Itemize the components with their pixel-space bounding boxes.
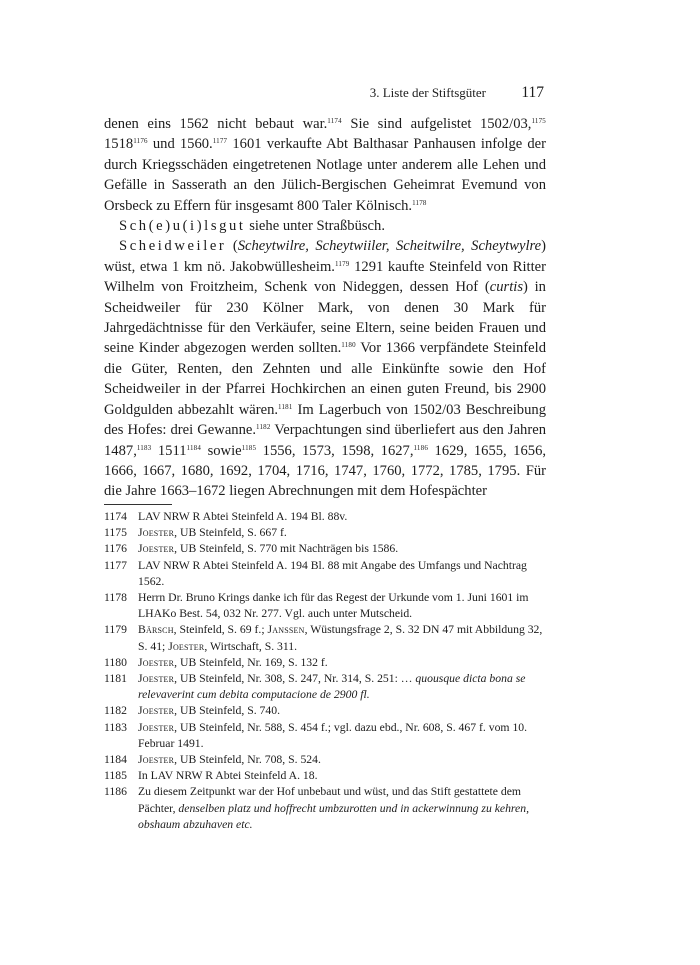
author-name: Joester: [168, 639, 205, 653]
footnote: [104, 525, 546, 541]
footnote-number: 1182: [104, 704, 127, 718]
text-run: denen eins 1562 nicht bebaut war.: [104, 116, 328, 132]
text-run: , UB Steinfeld, Nr. 169, S. 132 f.: [174, 655, 328, 669]
author-name: Joester: [138, 720, 175, 734]
text-run: 1556, 1573, 1598, 1627,: [256, 442, 414, 459]
footnote-number: 1179: [104, 623, 127, 637]
footnote-text: [138, 558, 546, 590]
footnote-text: [138, 784, 546, 833]
footnote-number: 1183: [104, 720, 127, 734]
footnote-ref: 1184: [186, 443, 202, 452]
footnote-number: 1177: [104, 558, 127, 572]
text-run: , UB Steinfeld, S. 667 f.: [174, 526, 287, 540]
entry-heading: Sch(e)u(i)lsgut: [119, 218, 246, 235]
text-run: In LAV NRW R Abtei Steinfeld A. 18.: [138, 769, 318, 783]
footnote: [104, 703, 546, 719]
text-run: , Steinfeld, S. 69 f.;: [173, 623, 268, 637]
footnote-ref: 1181: [278, 402, 293, 411]
text-run: , UB Steinfeld, Nr. 708, S. 524.: [174, 753, 321, 767]
footnote-text: [138, 509, 546, 525]
footnote-ref: 1176: [133, 137, 148, 146]
footnote-ref: 1180: [341, 341, 356, 350]
author-name: Joester: [138, 542, 175, 556]
text-run: Herrn Dr. Bruno Krings danke ich für das Regest der Urkunde vom 1. Juni 1601 im LHAKo Best. 54, 032 Nr. 277. Vgl. auch unter Mutscheid.: [138, 591, 529, 621]
author-name: Joester: [138, 655, 175, 669]
footnote-ref: 1175: [531, 117, 546, 125]
text-run: Verpachtungen sind überliefert aus den Jahren 1487,: [104, 422, 546, 459]
entry-heading: Scheidweiler: [119, 238, 227, 255]
footnote-ref: 1186: [413, 443, 429, 452]
text-run: 1291 kaufte Steinfeld von Ritter Wilhelm von Froitzheim, Schenk von Nideggen, dessen Hof (: [104, 258, 546, 296]
paragraph-sasserath: [104, 114, 546, 216]
footnote-number: 1181: [104, 672, 127, 686]
text-run: Sie sind aufgelistet 1502/03,: [341, 116, 532, 132]
italic-run: curtis: [489, 279, 524, 296]
footnote-divider: [104, 504, 172, 505]
text-run: und 1560.: [147, 136, 213, 153]
footnote: [104, 671, 546, 703]
footnote: [104, 558, 546, 590]
footnote-text: [138, 752, 546, 768]
footnote: [104, 509, 546, 525]
footnote: [104, 590, 546, 622]
footnote-number: 1184: [104, 753, 127, 767]
footnote-number: 1174: [104, 510, 127, 523]
footnote-number: 1180: [104, 655, 127, 669]
footnote: [104, 541, 546, 557]
footnote-ref: 1177: [212, 137, 228, 146]
latin-quote: quousque dicta bona se relevaverint cum debita computacione de 2900 fl.: [138, 672, 526, 702]
text-run: , Wüstungsfrage 2, S. 32 DN 47 mit Abbildung 32, S. 41;: [138, 623, 543, 653]
text-run: ) wüst, etwa 1 km nö. Jakobwüllesheim.: [104, 238, 546, 275]
body-text: [104, 114, 546, 502]
footnote: [104, 720, 546, 752]
author-name: Joester: [138, 753, 175, 767]
text-run: 1511: [151, 442, 187, 459]
footnote-ref: 1178: [412, 198, 427, 207]
footnote-number: 1176: [104, 542, 127, 556]
footnote: [104, 622, 546, 654]
footnote: [104, 784, 546, 833]
footnote-text: [138, 541, 546, 557]
footnote-number: 1185: [104, 769, 127, 783]
footnote-text: [138, 655, 546, 671]
author-name: Janssen: [267, 623, 305, 637]
text-run: LAV NRW R Abtei Steinfeld A. 194 Bl. 88 mit Angabe des Umfangs und Nachtrag 1562.: [138, 558, 527, 588]
text-run: , UB Steinfeld, Nr. 308, S. 247, Nr. 314, S. 251: …: [174, 672, 416, 686]
footnote-ref: 1183: [136, 443, 152, 452]
footnote-ref: 1174: [327, 117, 342, 125]
author-name: Joester: [138, 704, 175, 718]
footnote: [104, 768, 546, 784]
text-run: Vor 1366 verpfändete Steinfeld die Güter, Renten, den Zehnten und alle Einkünfte sowie den Hof Scheidweiler in der Pfarrei Hochkirchen an einen guten Freund, bis 2900 Goldgulden abbezahlt wären.: [104, 340, 546, 418]
text-run: ) in Scheidweiler für 230 Kölner Mark, von denen 30 Mark für Jahrgedächtnisse für den Verkäufer, seine Eltern, seine beiden Frauen und seine Kinder abgezogen werden sollten.: [104, 279, 546, 357]
footnote-text: [138, 525, 546, 541]
text-run: sowie: [201, 442, 242, 459]
text-run: , Wirtschaft, S. 311.: [204, 639, 298, 653]
text-run: 1518: [104, 136, 134, 153]
text-run: siehe unter Straßbüsch.: [245, 218, 385, 235]
text-run: , UB Steinfeld, S. 770 mit Nachträgen bis 1586.: [174, 542, 399, 556]
paragraph-scheidweiler: [104, 236, 546, 501]
text-run: Zu diesem Zeitpunkt war der Hof unbebaut und wüst, und das Stift gestattete dem Pächter,: [138, 785, 522, 815]
paragraph-scheulsgut: [104, 216, 546, 236]
text-run: LAV NRW R Abtei Steinfeld A. 194 Bl. 88v.: [138, 510, 348, 523]
running-header: [104, 85, 544, 105]
text-run: 1601 verkaufte Abt Balthasar Panhausen infolge der durch Kriegsschäden eingetretenen Notlage unter anderem alle Lehen und Gefälle in Sasserath an den Jülich-Bergischen Geheimrat Evemund von Orsbeck zu Effern für insgesamt 800 Taler Kölnisch.: [104, 136, 546, 214]
footnote-text: [138, 768, 546, 784]
footnote-number: 1178: [104, 591, 127, 605]
running-title: 3. Liste der Stiftsgüter: [369, 85, 486, 100]
footnote: [104, 752, 546, 768]
author-name: Bärsch: [138, 623, 174, 637]
author-name: Joester: [138, 672, 175, 686]
author-name: Joester: [138, 526, 175, 540]
footnote: [104, 655, 546, 671]
footnote-number: 1186: [104, 785, 127, 799]
footnote-ref: 1185: [241, 443, 257, 452]
text-run: (: [226, 238, 238, 255]
page-number: 117: [521, 84, 544, 101]
footnote-text: [138, 703, 546, 719]
footnotes: [104, 509, 546, 833]
footnote-text: [138, 622, 546, 654]
text-run: Im Lagerbuch von 1502/03 Beschreibung des Hofes: drei Gewanne.: [104, 401, 546, 439]
text-run: , UB Steinfeld, Nr. 588, S. 454 f.; vgl. dazu ebd., Nr. 608, S. 467 f. vom 10. Februar 1491.: [138, 720, 528, 750]
quote-italic: denselben platz und hoffrecht umbzurotten und in ackerwinnung zu kehren, obshaum abzuhaven etc.: [138, 801, 529, 831]
italic-run: Scheytwilre, Scheytwiiler, Scheitwilre, Scheytwylre: [237, 238, 542, 255]
footnote-text: [138, 590, 546, 622]
footnote-text: [138, 720, 546, 752]
text-run: , UB Steinfeld, S. 740.: [174, 704, 281, 718]
footnote-number: 1175: [104, 526, 127, 540]
footnote-text: [138, 671, 546, 703]
footnote-ref: 1179: [334, 259, 350, 268]
text-run: 1629, 1655, 1656, 1666, 1667, 1680, 1692, 1704, 1716, 1747, 1760, 1772, 1785, 1795. Für die Jahre 1663–1672 liegen Abrechnungen mit dem Hofespächter: [104, 442, 547, 500]
footnote-ref: 1182: [256, 423, 271, 432]
